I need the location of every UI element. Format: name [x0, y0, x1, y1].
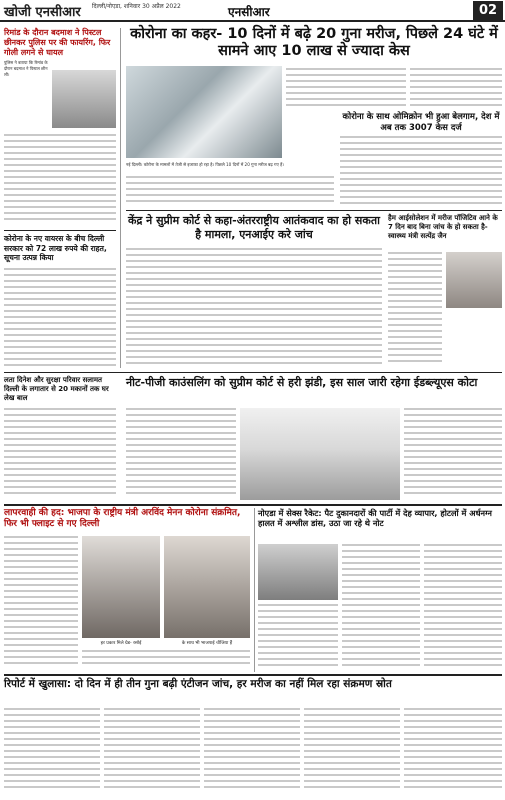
left-mid-text-lines: [4, 408, 116, 500]
report-col-5: [404, 708, 502, 796]
right-mid-text-lines: [388, 252, 442, 368]
omicron-headline: कोरोना के साथ ओमिक्रोन भी हुआ बेलगाम, देश में अब तक 3007 केस दर्ज: [342, 112, 500, 133]
lead-body-lines: [126, 176, 334, 208]
report-col-2: [104, 708, 200, 796]
bjp-headline: लापरवाही की हद: भाजपा के राष्ट्रीय मंत्री अरविंद मेनन कोरोना संक्रमित, फिर भी फ्लाइट से गए दिल्ली: [4, 508, 241, 529]
right-mid-photo: [446, 252, 502, 308]
bjp-text-lines: [4, 536, 78, 670]
bjp-lower-lines: [82, 650, 250, 670]
bottom-column-divider: [254, 508, 255, 672]
neet-right-lines: [404, 408, 502, 500]
page-number: 02: [473, 1, 503, 20]
lead-far-right-text-lines: [410, 68, 502, 110]
report-col-3: [204, 708, 300, 796]
left-second-headline: कोरोना के नए वायरस के बीच दिल्ली सरकार को 72 लाख रुपये की राहत, सूचना उत्पन्न किया: [4, 234, 107, 262]
left-top-headline: रिमांड के दौरान बदमाश ने पिस्टल छीनकर पुलिस पर की फायरिंग, फिर गोली लगने से घायल: [4, 28, 111, 57]
left-mid-headline: लता दिनेश और सुरक्षा परिवार सलामत दिल्ली के लगातार से 20 मकानों तक घर लेख बाल: [4, 376, 109, 402]
lead-right-text-lines: [286, 68, 406, 110]
date-line: दिल्ली/नोएडा, शनिवार 30 अप्रैल 2022: [92, 3, 181, 10]
bjp-photo-right: [164, 536, 250, 638]
lead-headline: कोरोना का कहर- 10 दिनों में बढ़े 20 गुना मरीज, पिछले 24 घंटे में सामने आए 10 लाख से ज्यादा केस: [130, 26, 498, 59]
center-headline: केंद्र ने सुप्रीम कोर्ट से कहा-अंतरराष्ट्रीय आतंकवाद का हो सकता है मामला, एनआईए करे जांच: [128, 214, 380, 241]
bjp-photo-left: [82, 536, 160, 638]
noida-text-lines-b: [424, 544, 502, 670]
noida-text-lines-c: [258, 604, 338, 670]
bjp-caption-left: हर प्रकार मिले ग्रेड- रसोई: [100, 641, 142, 646]
bottom-divider: [4, 674, 502, 676]
noida-text-lines-a: [342, 544, 420, 670]
noida-photo: [258, 544, 338, 600]
bjp-caption-right: के साथ भी भाजपाई चीजिया हैं: [181, 641, 233, 646]
omicron-text-lines: [340, 136, 502, 208]
noida-headline: नोएडा में सेक्स रैकेट: पैट दुकानदारों की पार्टी में देह व्यापार, होटलों में अर्धनग्न हालत में अश्लील डांस, उठा जा रहे थे नोट: [258, 508, 492, 528]
brand-name: खोजी एनसीआर: [4, 5, 81, 20]
center-divider: [126, 210, 502, 211]
left-top-body: पुलिस ने बताया कि रिमांड के दौरान बदमाश ने पिस्टल छीन ली।: [4, 60, 48, 77]
center-text-lines: [126, 248, 382, 368]
report-col-1: [4, 708, 100, 796]
left-top-text-lines: [4, 134, 116, 226]
report-headline: रिपोर्ट में खुलासा: दो दिन में ही तीन गुना बढ़ी एंटीजन जांच, हर मरीज का नहीं मिल रहा संक्रमण स्रोत: [4, 678, 392, 690]
left-second-text-lines: [4, 268, 116, 368]
mid-divider: [4, 372, 502, 373]
neet-left-lines: [126, 408, 236, 500]
supreme-court-photo: [240, 408, 400, 500]
left-divider: [4, 230, 116, 231]
masthead: [0, 0, 505, 22]
neet-headline: नीट-पीजी काउंसलिंग को सुप्रीम कोर्ट से हरी झंडी, इस साल जारी रहेगा ईडब्ल्यूएस कोटा: [126, 376, 478, 389]
report-col-4: [304, 708, 400, 796]
section-name: एनसीआर: [228, 5, 270, 19]
right-mid-headline: हैम आईसोलेशन में मरीज पॉजिटिव आने के 7 दिन बाद बिना जांच के हो सकता है- स्वास्थ्य मंत्री सत्येंद्र जैन: [388, 214, 498, 240]
column-divider: [120, 28, 121, 368]
left-top-photo: [52, 70, 116, 128]
lead-photo: [126, 66, 282, 158]
lead-body: नई दिल्ली। कोरोना के मामलों में तेजी से इजाफा हो रहा है। पिछले 10 दिनों में 20 गुना मरीज बढ़ गए हैं।: [126, 162, 284, 167]
lower-divider: [4, 504, 502, 506]
